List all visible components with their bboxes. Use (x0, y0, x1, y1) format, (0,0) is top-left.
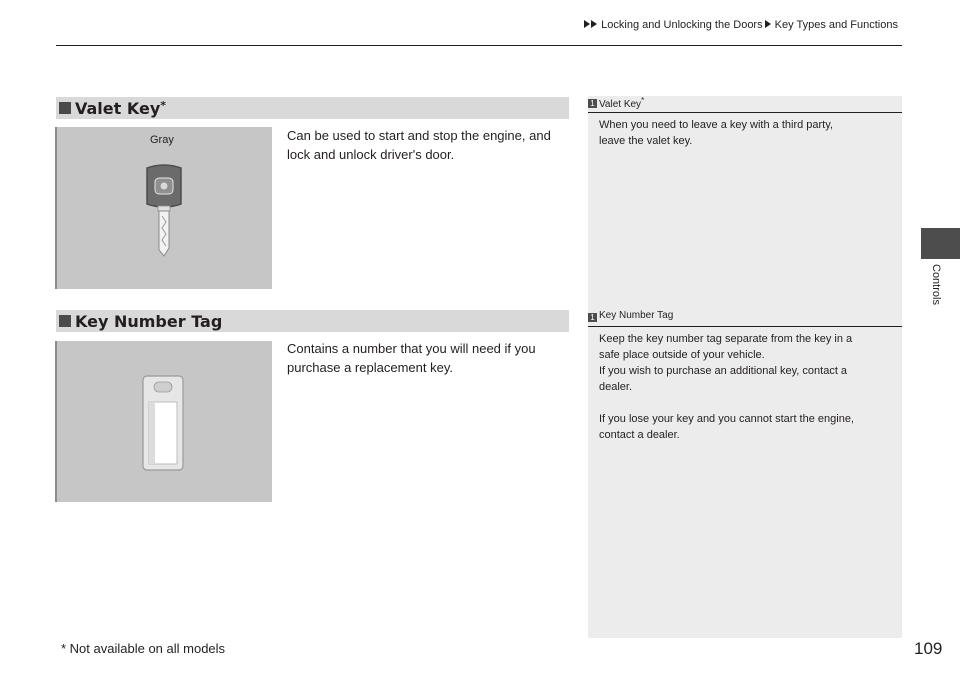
section-header-key-number-tag (56, 310, 569, 332)
key-number-tag-description: Contains a number that you will need if you purchase a replacement key. (287, 341, 536, 375)
breadcrumb (584, 19, 900, 31)
note-text-key-number-tag: Keep the key number tag separate from the key in a safe place outside of your vehicle. If you wish to purchase an additional key, contact a dealer. If you lose your key and you cannot start the engine, contact a dealer. (599, 333, 854, 441)
section-bullet-icon (59, 102, 71, 114)
chapter-label-text: Controls (930, 264, 942, 305)
key-tag-icon (141, 374, 185, 472)
valet-key-icon (141, 164, 187, 260)
note-divider (588, 112, 902, 113)
breadcrumb-arrow-icon (591, 20, 597, 28)
note-header-valet-key (588, 96, 902, 112)
page-number: 109 (914, 639, 943, 658)
valet-key-image (55, 127, 272, 289)
chapter-label (928, 264, 942, 324)
footnote: * Not available on all models (61, 641, 226, 656)
section-title-key-number-tag: Key Number Tag (75, 311, 223, 331)
note-number-badge: 1 (588, 313, 597, 322)
breadcrumb-arrow-icon (765, 20, 771, 28)
note-label-valet-key: Valet Key* (599, 96, 645, 110)
valet-key-description: Can be used to start and stop the engine, and lock and unlock driver's door. (287, 128, 551, 162)
section-title-valet-key: Valet Key* (75, 98, 167, 118)
breadcrumb-item-key-types[interactable]: Key Types and Functions (774, 19, 898, 31)
note-text-valet-key: When you need to leave a key with a third party, leave the valet key. (599, 119, 833, 147)
note-label-key-number-tag: Key Number Tag (599, 310, 674, 321)
breadcrumb-arrow-icon (584, 20, 590, 28)
key-number-tag-image (55, 341, 272, 502)
breadcrumb-item-locking[interactable]: Locking and Unlocking the Doors (601, 19, 763, 31)
header-divider (56, 45, 902, 46)
note-number-badge: 1 (588, 99, 597, 108)
note-header-key-number-tag (588, 310, 902, 326)
section-bullet-icon (59, 315, 71, 327)
note-divider (588, 326, 902, 327)
image-caption-gray: Gray (150, 134, 174, 146)
section-header-valet-key (56, 97, 569, 119)
chapter-tab[interactable] (921, 228, 960, 259)
